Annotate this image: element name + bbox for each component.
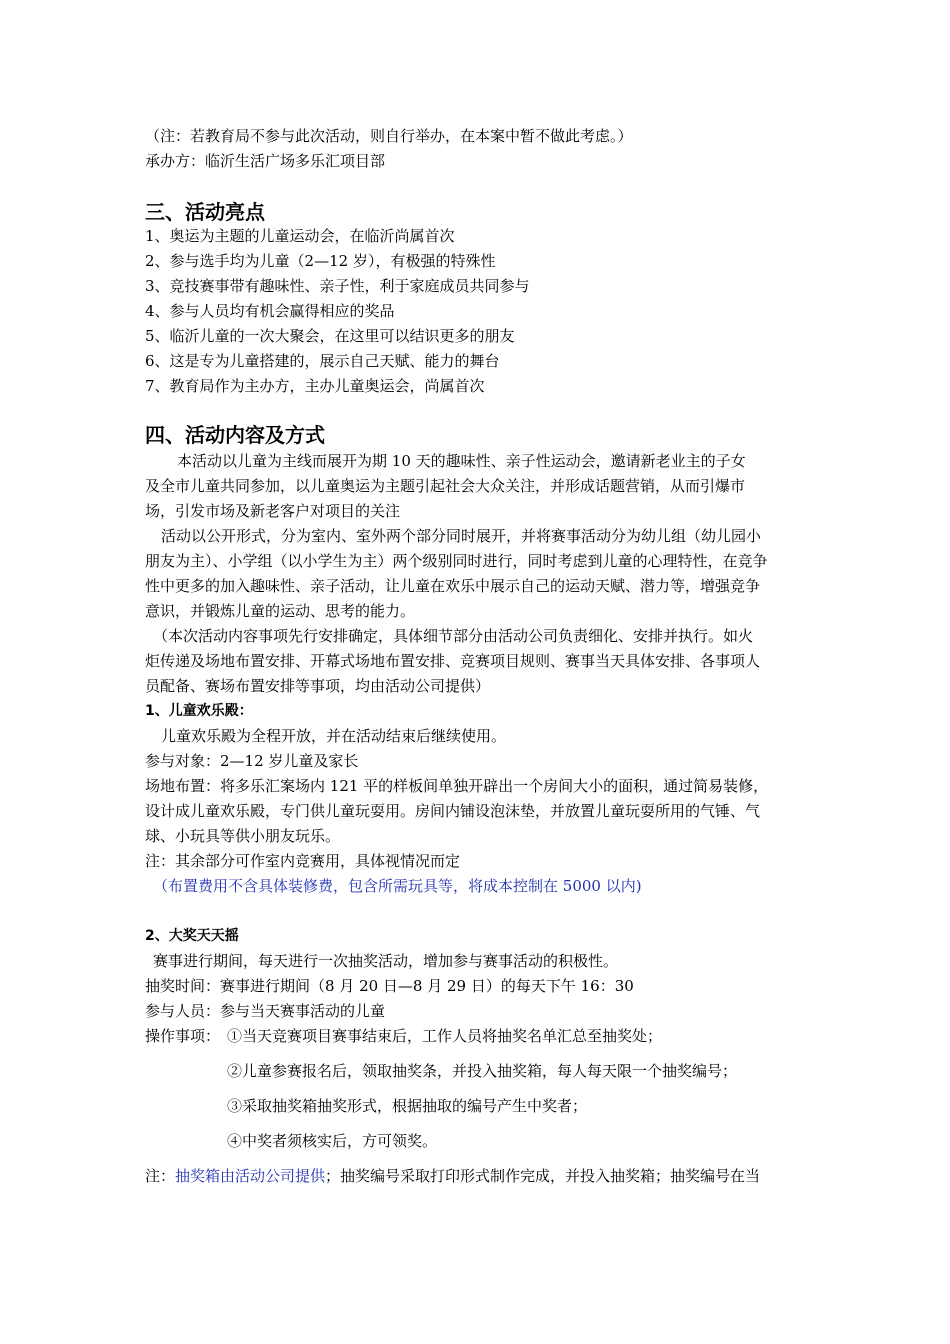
paragraph-line: 及全市儿童共同参加，以儿童奥运为主题引起社会大众关注，并形成话题营销，从而引爆市 bbox=[145, 477, 746, 495]
paragraph-line: （本次活动内容事项先行安排确定，具体细节部分由活动公司负责细化、安排并执行。如火 bbox=[153, 627, 754, 645]
item2-note bbox=[145, 1166, 760, 1186]
item1-heading: 1、儿童欢乐殿： bbox=[145, 703, 253, 719]
paragraph-line: 炬传递及场地布置安排、开幕式场地布置安排、竞赛项目规则、赛事当天具体安排、各事项人 bbox=[145, 652, 761, 670]
paragraph-line: 意识，并锻炼儿童的运动、思考的能力。 bbox=[145, 602, 416, 620]
paragraph-line: 设计成儿童欢乐殿，专门供儿童玩耍用。房间内铺设泡沫垫，并放置儿童玩耍所用的气锤、气 bbox=[145, 802, 761, 820]
item2-op: ①当天竞赛项目赛事结束后，工作人员将抽奖名单汇总至抽奖处； bbox=[227, 1027, 663, 1045]
list-item: 6、这是专为儿童搭建的，展示自己天赋、能力的舞台 bbox=[145, 352, 500, 370]
list-item: 1、奥运为主题的儿童运动会，在临沂尚属首次 bbox=[145, 227, 455, 245]
item1-note: 注：其余部分可作室内竞赛用，具体视情况而定 bbox=[145, 852, 461, 870]
list-item: 4、参与人员均有机会赢得相应的奖品 bbox=[145, 302, 395, 320]
item2-op: ③采取抽奖箱抽奖形式，根据抽取的编号产生中奖者； bbox=[227, 1097, 588, 1115]
item1-open: 儿童欢乐殿为全程开放，并在活动结束后继续使用。 bbox=[161, 727, 507, 745]
paragraph-line: 朋友为主）、小学组（以小学生为主）两个级别同时进行，同时考虑到儿童的心理特性，在竞争 bbox=[145, 552, 768, 570]
organizer-line: 承办方：临沂生活广场多乐汇项目部 bbox=[145, 152, 386, 170]
item2-op: ②儿童参赛报名后，领取抽奖条，并投入抽奖箱，每人每天限一个抽奖编号； bbox=[227, 1062, 738, 1080]
paragraph-line: 员配备、赛场布置安排等事项，均由活动公司提供） bbox=[145, 677, 491, 695]
paragraph-line: 场，引发市场及新老客户对项目的关注 bbox=[145, 502, 401, 520]
item2-ops-label: 操作事项： bbox=[145, 1027, 221, 1045]
note-prefix: 注： bbox=[145, 1167, 176, 1185]
list-item: 7、教育局作为主办方，主办儿童奥运会，尚属首次 bbox=[145, 377, 485, 395]
intro-note: （注：若教育局不参与此次活动，则自行举办，在本案中暂不做此考虑。） bbox=[145, 127, 633, 145]
list-item: 2、参与选手均为儿童（2—12 岁），有极强的特殊性 bbox=[145, 252, 496, 270]
paragraph-line: 性中更多的加入趣味性、亲子活动，让儿童在欢乐中展示自己的运动天赋、潜力等，增强竞争 bbox=[145, 577, 761, 595]
paragraph-line: 场地布置：将多乐汇案场内 121 平的样板间单独开辟出一个房间大小的面积，通过简易装修， bbox=[145, 777, 769, 795]
list-item: 5、临沂儿童的一次大聚会，在这里可以结识更多的朋友 bbox=[145, 327, 515, 345]
note-highlight: 抽奖箱由活动公司提供 bbox=[175, 1167, 326, 1185]
section4-heading: 四、活动内容及方式 bbox=[145, 423, 325, 447]
paragraph-line: 球、小玩具等供小朋友玩乐。 bbox=[145, 827, 341, 845]
paragraph-line: 活动以公开形式，分为室内、室外两个部分同时展开，并将赛事活动分为幼儿组（幼儿园小 bbox=[161, 527, 762, 545]
section3-heading: 三、活动亮点 bbox=[145, 200, 265, 224]
note-rest: ；抽奖编号采取打印形式制作完成，并投入抽奖箱；抽奖编号在当 bbox=[325, 1167, 761, 1185]
paragraph-line: 本活动以儿童为主线而展开为期 10 天的趣味性、亲子性运动会，邀请新老业主的子女 bbox=[177, 452, 746, 470]
item2-time: 抽奖时间：赛事进行期间（8 月 20 日—8 月 29 日）的每天下午 16：30 bbox=[145, 977, 634, 995]
list-item: 3、竞技赛事带有趣味性、亲子性，利于家庭成员共同参与 bbox=[145, 277, 530, 295]
item2-people: 参与人员：参与当天赛事活动的儿童 bbox=[145, 1002, 386, 1020]
item1-cost-note: （布置费用不含具体装修费，包含所需玩具等，将成本控制在 5000 以内) bbox=[153, 877, 642, 895]
item2-intro: 赛事进行期间，每天进行一次抽奖活动，增加参与赛事活动的积极性。 bbox=[153, 952, 619, 970]
item1-target: 参与对象：2—12 岁儿童及家长 bbox=[145, 752, 359, 770]
item2-heading: 2、大奖天天摇 bbox=[145, 928, 239, 944]
item2-op: ④中奖者须核实后，方可领奖。 bbox=[227, 1132, 438, 1150]
